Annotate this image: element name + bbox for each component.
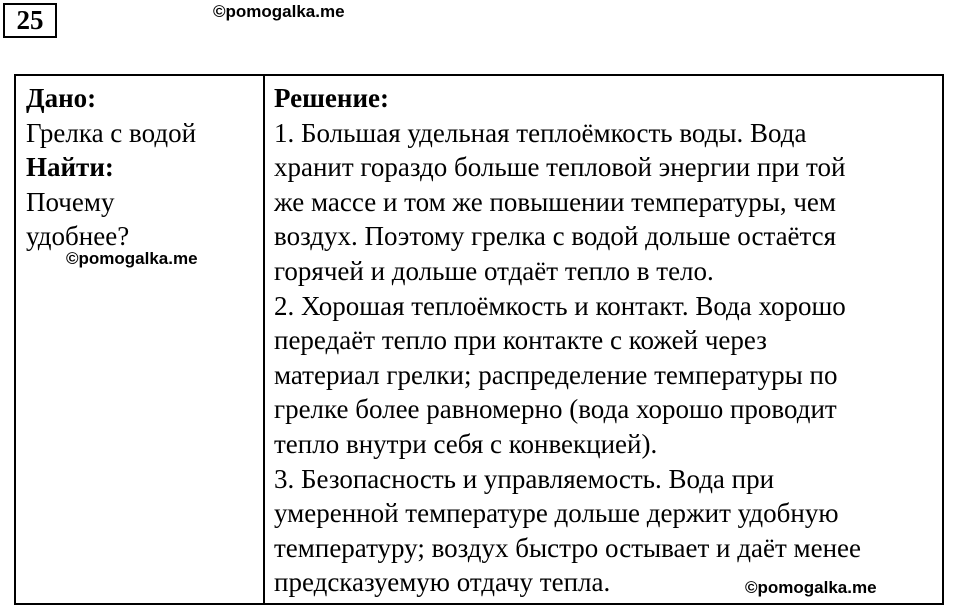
solution-label: Решение: (274, 83, 389, 113)
given-column (26, 81, 196, 254)
solution-line: передаёт тепло при контакте с кожей через (274, 325, 767, 356)
solution-line: 1. Большая удельная теплоёмкость воды. Вода (274, 117, 807, 148)
given-text: Грелка с водой (26, 117, 197, 148)
solution-line: же массе и том же повышении температуры, чем (274, 186, 836, 217)
solution-line: тепло внутри себя с конвекцией). (274, 428, 658, 459)
column-divider (263, 76, 265, 603)
find-label: Найти: (26, 152, 114, 183)
solution-line: грелке более равномерно (вода хорошо проводит (274, 394, 837, 425)
solution-table (14, 74, 944, 605)
solution-line: температуру; воздух быстро остывает и даёт менее (274, 532, 861, 563)
find-line: удобнее? (26, 221, 130, 252)
watermark: ©pomogalka.me (745, 578, 877, 597)
solution-line: горячей и дольше отдаёт тепло в тело. (274, 255, 714, 286)
solution-line: воздух. Поэтому грелка с водой дольше остаётся (274, 221, 837, 252)
solution-line: предсказуемую отдачу тепла. (274, 567, 611, 598)
solution-line: материал грелки; распределение температуры по (274, 359, 838, 390)
watermark: ©pomogalka.me (66, 249, 198, 268)
solution-line: 3. Безопасность и управляемость. Вода при (274, 463, 775, 494)
solution-column (274, 81, 861, 600)
solution-line: 2. Хорошая теплоёмкость и контакт. Вода хорошо (274, 290, 846, 321)
find-line: Почему (26, 186, 115, 217)
watermark: ©pomogalka.me (213, 2, 345, 21)
solution-line: умеренной температуре дольше держит удобную (274, 498, 839, 529)
problem-number: 25 (3, 3, 57, 38)
given-label: Дано: (26, 83, 97, 113)
solution-line: хранит гораздо больше тепловой энергии при той (274, 152, 846, 183)
